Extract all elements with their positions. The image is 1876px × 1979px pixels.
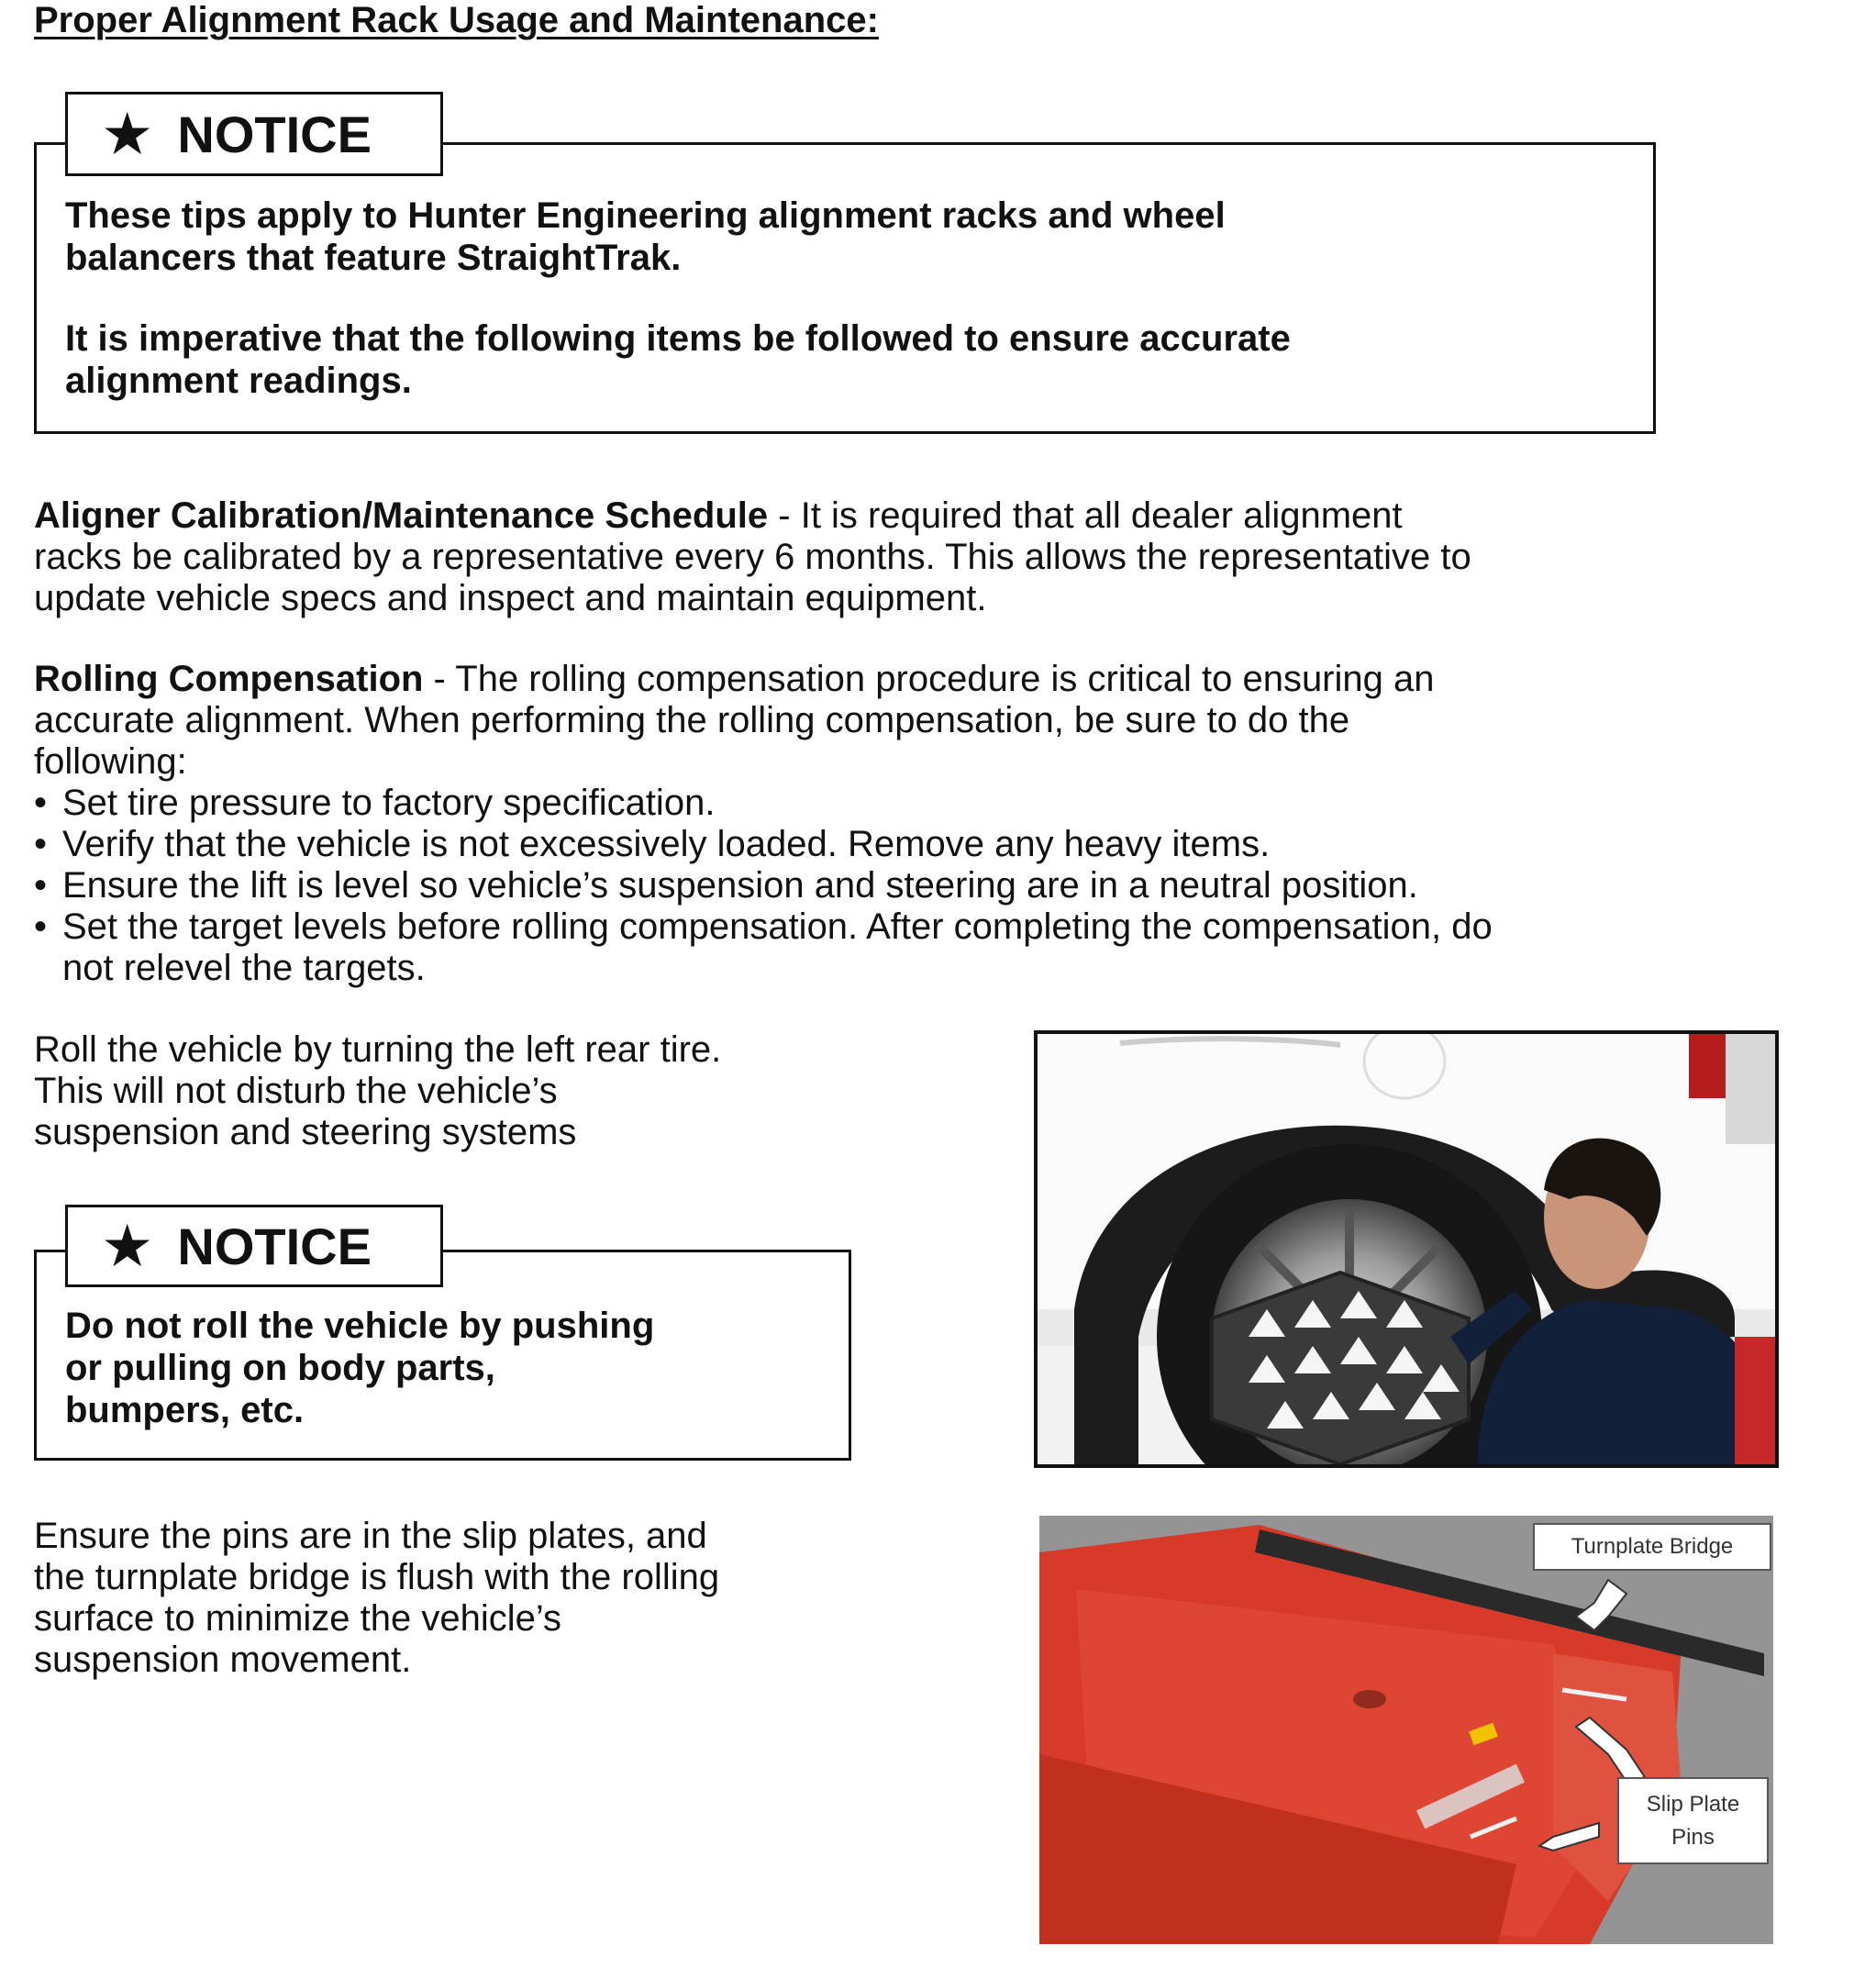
turnplate-bridge-callout: Turnplate Bridge: [1533, 1523, 1771, 1571]
rolling-compensation-heading: Rolling Compensation: [34, 659, 424, 699]
calibration-paragraph: Aligner Calibration/Maintenance Schedule - It is required that all dealer alignment racks be calibrated by a representative every 6 months. This allows the representative to update vehicle specs and inspect and maintain equipment.: [34, 495, 1471, 618]
list-item: • Verify that the vehicle is not excessively loaded. Remove any heavy items.: [34, 824, 1271, 864]
notice-label: NOTICE: [177, 105, 372, 163]
rolling-compensation-photo: [1034, 1030, 1779, 1468]
notice-paragraph-imperative: It is imperative that the following items be followed to ensure accurate alignment readings.: [65, 318, 1291, 401]
list-item: • Set the target levels before rolling compensation. After completing the compensation, do not relevel the targets.: [34, 906, 1493, 988]
star-icon: ★: [101, 1213, 154, 1279]
slip-plate-pins-paragraph: Ensure the pins are in the slip plates, and the turnplate bridge is flush with the rolling surface to minimize the vehicle’s suspension movement.: [34, 1516, 720, 1680]
turnplate-photo: [1039, 1516, 1773, 1944]
rolling-compensation-paragraph: Rolling Compensation - The rolling compensation procedure is critical to ensuring an accurate alignment. When performing the rolling compensation, be sure to do the following:: [34, 659, 1435, 782]
turnplate-illustration: [1039, 1516, 1773, 1944]
notice-label: NOTICE: [177, 1217, 372, 1275]
notice-paragraph-applicability: These tips apply to Hunter Engineering alignment racks and wheel balancers that feature StraightTrak.: [65, 195, 1226, 278]
rolling-compensation-list: [34, 783, 1493, 989]
slip-plate-pins-callout: Slip Plate Pins: [1617, 1777, 1769, 1864]
notice-tab-bottom: [65, 1205, 443, 1287]
list-item: • Set tire pressure to factory specification.: [34, 783, 716, 823]
roll-vehicle-paragraph: Roll the vehicle by turning the left rear tire. This will not disturb the vehicle’s suspension and steering systems: [34, 1029, 722, 1152]
star-icon: ★: [101, 101, 154, 167]
notice-tab-top: [65, 92, 443, 176]
calibration-heading: Aligner Calibration/Maintenance Schedule: [34, 495, 769, 536]
technician-wheel-illustration: [1038, 1034, 1775, 1464]
notice-paragraph-do-not-push: Do not roll the vehicle by pushing or pulling on body parts, bumpers, etc.: [65, 1306, 655, 1430]
list-item: • Ensure the lift is level so vehicle’s suspension and steering are in a neutral position.: [34, 865, 1418, 906]
page-title: Proper Alignment Rack Usage and Maintenance:: [34, 0, 879, 40]
